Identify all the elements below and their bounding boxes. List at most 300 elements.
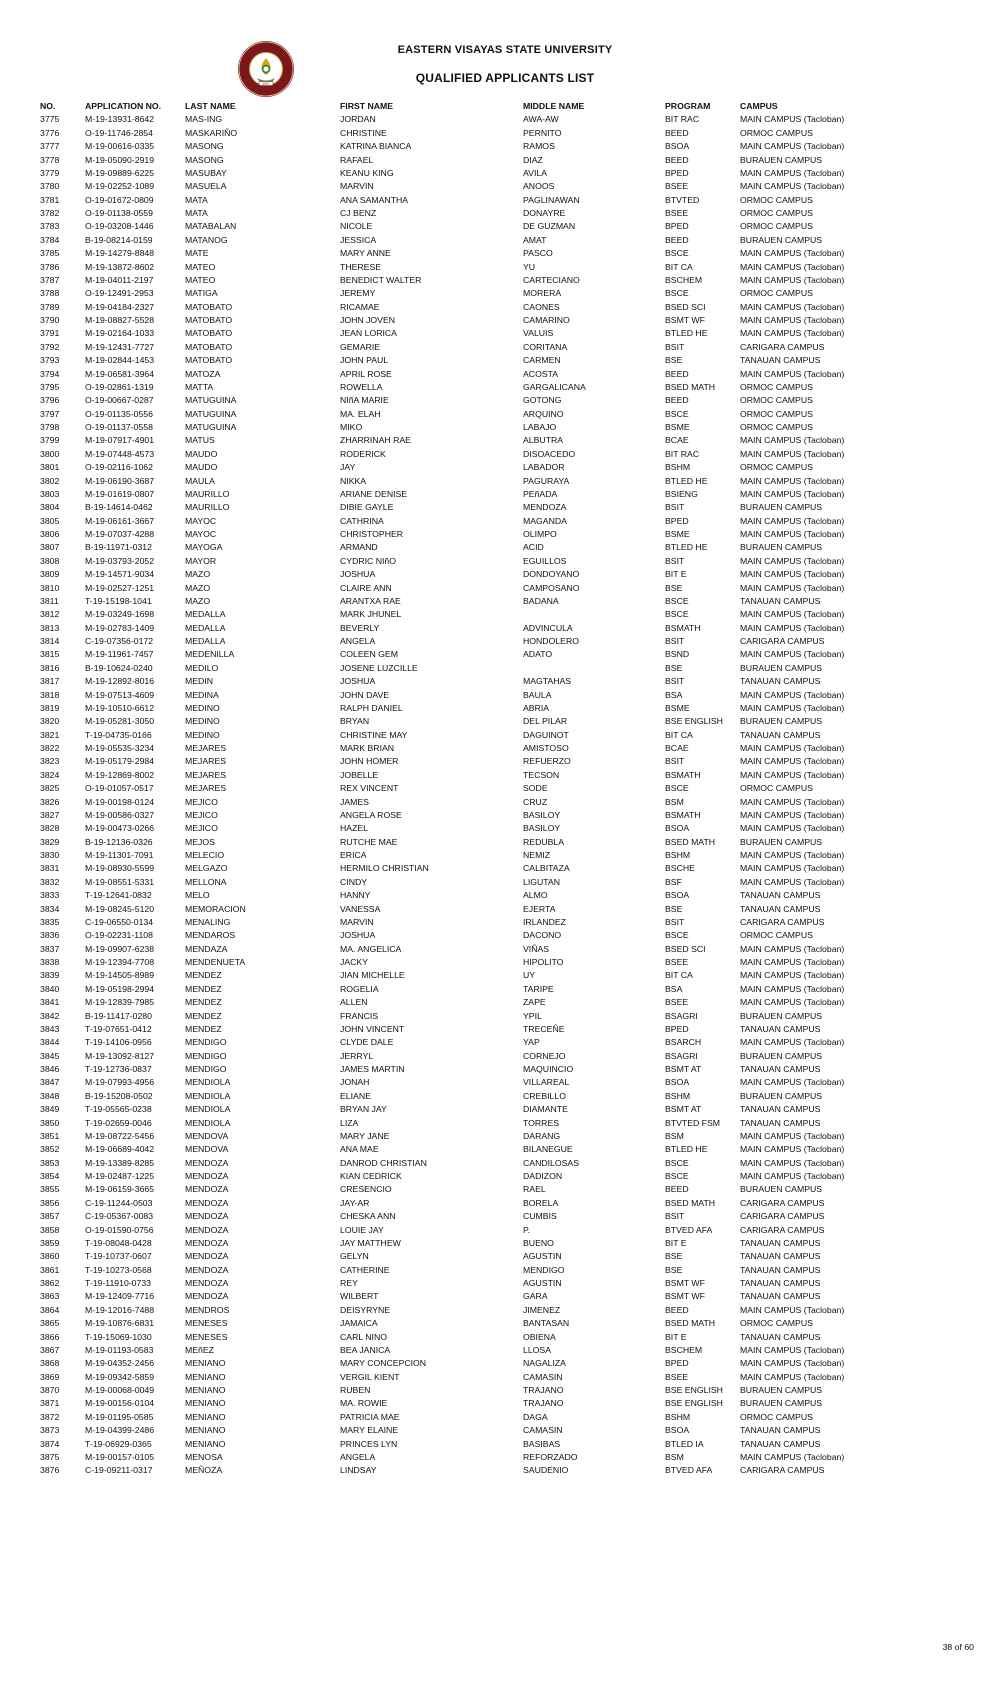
cell-program: BPED (665, 1358, 689, 1369)
cell-first-name: MA. ROWIE (340, 1398, 388, 1409)
table-row (40, 622, 965, 635)
cell-program: BSEE (665, 997, 689, 1008)
cell-middle-name: EGUILLOS (523, 555, 567, 566)
cell-application-no: M-19-08827-5528 (85, 315, 155, 325)
cell-application-no: M-19-01193-0583 (85, 1344, 154, 1355)
table-row (40, 555, 965, 568)
cell-no: 3813 (40, 622, 60, 633)
cell-program: BEED (665, 127, 689, 138)
cell-application-no: O-19-01138-0559 (85, 208, 153, 218)
cell-first-name: KIAN CEDRICK (340, 1171, 402, 1181)
cell-last-name: MENIANO (185, 1425, 226, 1436)
cell-last-name: MENDEZ (185, 1010, 222, 1021)
cell-campus: ORMOC CAMPUS (740, 395, 813, 406)
cell-no: 3780 (40, 181, 60, 192)
table-row (40, 729, 965, 742)
cell-program: BEED (665, 1184, 689, 1195)
cell-campus: BURAUEN CAMPUS (740, 836, 823, 847)
cell-last-name: MENIANO (185, 1371, 226, 1382)
cell-application-no: M-19-08245-5120 (85, 903, 155, 914)
cell-application-no: T-19-06929-0365 (85, 1438, 152, 1449)
cell-first-name: CHRISTOPHER (340, 529, 404, 539)
applicants-table-body (40, 113, 965, 1477)
cell-middle-name: CARTECIANO (523, 274, 580, 285)
cell-application-no: M-19-08722-5456 (85, 1130, 155, 1141)
cell-campus: ORMOC CAMPUS (740, 783, 813, 794)
cell-first-name: GEMARIE (340, 341, 381, 352)
cell-program: BSME (665, 702, 690, 713)
cell-campus: ORMOC CAMPUS (740, 381, 813, 392)
cell-campus: MAIN CAMPUS (Tacloban) (740, 1037, 845, 1048)
cell-no: 3807 (40, 542, 60, 553)
cell-no: 3814 (40, 636, 60, 646)
cell-first-name: ANA SAMANTHA (340, 194, 409, 205)
cell-last-name: MENDOVA (185, 1130, 229, 1141)
cell-campus: BURAUEN CAMPUS (740, 1010, 823, 1021)
cell-application-no: M-19-09342-5859 (85, 1371, 155, 1382)
cell-application-no: C-19-11244-0503 (85, 1197, 153, 1208)
table-row (40, 1451, 965, 1464)
cell-middle-name: AGUSTIN (523, 1251, 562, 1262)
table-row (40, 381, 965, 394)
cell-last-name: MEJOS (185, 836, 215, 847)
cell-first-name: NIñA MARIE (340, 395, 389, 406)
cell-program: BSM (665, 1451, 684, 1462)
table-row (40, 1384, 965, 1397)
cell-middle-name: CORNEJO (523, 1050, 566, 1061)
table-row (40, 327, 965, 340)
cell-first-name: ARANTXA RAE (340, 595, 401, 606)
cell-application-no: M-19-10876-6831 (85, 1318, 155, 1329)
cell-last-name: MENIANO (185, 1398, 226, 1409)
cell-no: 3833 (40, 890, 60, 901)
cell-no: 3852 (40, 1144, 60, 1155)
cell-program: BSME (665, 529, 690, 539)
cell-middle-name: DADIZON (523, 1171, 563, 1181)
cell-no: 3819 (40, 702, 60, 713)
cell-first-name: NICOLE (340, 221, 373, 232)
cell-last-name: MASONG (185, 154, 224, 165)
cell-middle-name: CUMBIS (523, 1211, 557, 1222)
cell-middle-name: PAGLINAWAN (523, 194, 580, 205)
cell-program: BSE ENGLISH (665, 716, 723, 727)
cell-first-name: NIKKA (340, 475, 367, 486)
cell-first-name: JERRYL (340, 1050, 374, 1061)
cell-campus: MAIN CAMPUS (Tacloban) (740, 1077, 845, 1088)
cell-campus: MAIN CAMPUS (Tacloban) (740, 702, 845, 713)
cell-program: BSOA (665, 141, 690, 152)
cell-middle-name: BUENO (523, 1237, 554, 1248)
table-row (40, 943, 965, 956)
cell-middle-name: TRAJANO (523, 1398, 564, 1409)
cell-first-name: MIKO (340, 422, 363, 432)
cell-program: BSOA (665, 890, 690, 901)
cell-no: 3783 (40, 221, 60, 232)
cell-campus: MAIN CAMPUS (Tacloban) (740, 1358, 845, 1369)
cell-last-name: MATOBATO (185, 341, 233, 352)
cell-no: 3828 (40, 823, 60, 834)
cell-first-name: MARY JANE (340, 1130, 390, 1141)
cell-application-no: M-19-07448-4573 (85, 448, 155, 459)
table-row (40, 969, 965, 982)
cell-middle-name: CAMASIN (523, 1371, 563, 1382)
table-row (40, 1371, 965, 1384)
cell-program: BSIT (665, 502, 685, 513)
cell-last-name: MEDINO (185, 729, 220, 740)
cell-no: 3870 (40, 1385, 60, 1395)
cell-no: 3831 (40, 863, 60, 874)
cell-first-name: JOHN HOMER (340, 756, 399, 767)
cell-middle-name: MENDIGO (523, 1264, 565, 1275)
cell-campus: BURAUEN CAMPUS (740, 662, 823, 673)
cell-first-name: HERMILO CHRISTIAN (340, 863, 429, 874)
cell-campus: MAIN CAMPUS (Tacloban) (740, 689, 845, 700)
cell-program: BTLED HE (665, 475, 708, 486)
cell-program: BSCE (665, 609, 689, 620)
cell-middle-name: DACONO (523, 930, 562, 941)
column-header-no: NO. (40, 101, 56, 111)
cell-application-no: M-19-04184-2327 (85, 301, 155, 312)
cell-last-name: MENOSA (185, 1451, 223, 1462)
cell-no: 3806 (40, 529, 60, 539)
cell-program: BSCE (665, 783, 689, 794)
cell-no: 3847 (40, 1077, 60, 1088)
cell-campus: ORMOC CAMPUS (740, 288, 813, 299)
cell-first-name: BRYAN (340, 716, 370, 727)
table-row (40, 1397, 965, 1410)
cell-campus: TANAUAN CAMPUS (740, 729, 821, 740)
cell-application-no: O-19-01590-0756 (85, 1224, 154, 1235)
cell-first-name: DANROD CHRISTIAN (340, 1157, 427, 1168)
cell-program: BSMATH (665, 809, 701, 820)
table-row (40, 394, 965, 407)
cell-campus: TANAUAN CAMPUS (740, 1117, 821, 1128)
table-row (40, 1331, 965, 1344)
cell-program: BSM (665, 1130, 684, 1141)
cell-campus: MAIN CAMPUS (Tacloban) (740, 368, 845, 379)
cell-program: BSAGRI (665, 1010, 698, 1021)
cell-first-name: ROWELLA (340, 381, 383, 392)
cell-campus: BURAUEN CAMPUS (740, 1385, 823, 1395)
cell-middle-name: DEL PILAR (523, 716, 568, 727)
cell-middle-name: BANTASAN (523, 1318, 570, 1329)
cell-middle-name: LIGUTAN (523, 876, 561, 887)
cell-program: BSMT AT (665, 1064, 702, 1074)
cell-no: 3789 (40, 301, 60, 312)
cell-first-name: CATHRINA (340, 515, 384, 526)
cell-middle-name: MAGANDA (523, 515, 567, 526)
cell-program: BSMATH (665, 622, 701, 633)
cell-no: 3782 (40, 208, 60, 218)
cell-last-name: MAZO (185, 595, 211, 606)
cell-program: BSHM (665, 1090, 691, 1101)
cell-first-name: RAFAEL (340, 154, 374, 165)
cell-last-name: MENDOVA (185, 1144, 229, 1155)
cell-no: 3868 (40, 1358, 60, 1369)
cell-campus: MAIN CAMPUS (Tacloban) (740, 569, 845, 580)
cell-application-no: M-19-06581-3964 (85, 368, 155, 379)
cell-no: 3804 (40, 502, 60, 513)
cell-campus: MAIN CAMPUS (Tacloban) (740, 622, 845, 633)
cell-campus: MAIN CAMPUS (Tacloban) (740, 248, 845, 259)
cell-application-no: M-19-12394-7708 (85, 957, 155, 967)
cell-first-name: COLEEN GEM (340, 649, 398, 660)
university-name: EASTERN VISAYAS STATE UNIVERSITY (397, 44, 613, 56)
cell-middle-name: YU (523, 261, 536, 272)
cell-program: BSE (665, 1264, 683, 1275)
table-row (40, 1224, 965, 1237)
table-row (40, 274, 965, 287)
cell-campus: MAIN CAMPUS (Tacloban) (740, 609, 845, 620)
cell-middle-name: HONDOLERO (523, 636, 579, 646)
cell-middle-name: YAP (523, 1037, 540, 1048)
cell-program: BSCE (665, 288, 689, 299)
cell-middle-name: CRUZ (523, 796, 548, 807)
cell-campus: CARIGARA CAMPUS (740, 1197, 825, 1208)
cell-last-name: MEDALLA (185, 622, 226, 633)
cell-no: 3862 (40, 1278, 60, 1288)
cell-application-no: M-19-07037-4288 (85, 529, 155, 539)
cell-no: 3796 (40, 395, 60, 406)
cell-middle-name: ABRIA (523, 702, 550, 713)
cell-first-name: JOHN PAUL (340, 355, 389, 366)
cell-application-no: M-19-00616-0335 (85, 141, 155, 152)
cell-campus: CARIGARA CAMPUS (740, 636, 825, 646)
cell-middle-name: VILLAREAL (523, 1077, 570, 1088)
cell-last-name: MENDOZA (185, 1224, 229, 1235)
cell-middle-name: AMAT (523, 234, 547, 245)
cell-middle-name: DIAMANTE (523, 1104, 568, 1115)
page-title: QUALIFIED APPLICANTS LIST (415, 71, 595, 85)
cell-no: 3834 (40, 903, 60, 914)
cell-application-no: B-19-12136-0326 (85, 836, 153, 847)
cell-first-name: RICAMAE (340, 301, 380, 312)
cell-last-name: MAURILLO (185, 488, 230, 499)
cell-last-name: MAULA (185, 475, 215, 486)
cell-last-name: MENIANO (185, 1411, 226, 1422)
cell-program: BPED (665, 515, 689, 526)
cell-first-name: APRIL ROSE (340, 368, 392, 379)
cell-campus: ORMOC CAMPUS (740, 462, 813, 473)
cell-no: 3802 (40, 475, 60, 486)
cell-first-name: ANGELA (340, 1451, 376, 1462)
cell-application-no: B-19-14614-0462 (85, 502, 153, 513)
table-row (40, 234, 965, 247)
cell-application-no: M-19-12016-7488 (85, 1304, 155, 1315)
cell-middle-name: ALMO (523, 890, 548, 901)
cell-middle-name: AMISTOSO (523, 743, 569, 753)
cell-first-name: BRYAN JAY (340, 1104, 387, 1115)
cell-application-no: M-19-12409-7716 (85, 1291, 155, 1302)
table-row (40, 1076, 965, 1089)
cell-campus: BURAUEN CAMPUS (740, 502, 823, 513)
cell-no: 3816 (40, 662, 60, 673)
cell-application-no: T-19-05565-0238 (85, 1104, 152, 1115)
cell-first-name: CRESENCIO (340, 1184, 392, 1195)
table-row (40, 769, 965, 782)
cell-first-name: VANESSA (340, 903, 381, 914)
cell-last-name: MATABALAN (185, 221, 237, 232)
cell-campus: MAIN CAMPUS (Tacloban) (740, 970, 845, 981)
cell-first-name: JEREMY (340, 288, 376, 299)
cell-no: 3872 (40, 1411, 60, 1422)
cell-program: BIT CA (665, 970, 693, 981)
cell-program: BTVED AFA (665, 1224, 713, 1235)
cell-last-name: MENDIGO (185, 1064, 227, 1074)
cell-no: 3866 (40, 1331, 60, 1342)
table-row (40, 568, 965, 581)
cell-program: BSE (665, 355, 683, 366)
cell-middle-name: TARIPE (523, 983, 554, 994)
cell-middle-name: MAGTAHAS (523, 676, 572, 687)
cell-last-name: MENIANO (185, 1358, 226, 1369)
cell-first-name: JOSHUA (340, 569, 376, 580)
cell-program: BSED MATH (665, 836, 716, 847)
cell-campus: MAIN CAMPUS (Tacloban) (740, 315, 845, 325)
cell-no: 3837 (40, 943, 60, 954)
cell-middle-name: GOTONG (523, 395, 562, 406)
cell-program: BSED MATH (665, 1318, 716, 1329)
cell-program: BCAE (665, 743, 689, 753)
table-row (40, 689, 965, 702)
table-row (40, 354, 965, 367)
cell-no: 3786 (40, 261, 60, 272)
table-row (40, 876, 965, 889)
cell-no: 3840 (40, 983, 60, 994)
cell-application-no: M-19-13092-8127 (85, 1050, 155, 1061)
cell-first-name: CINDY (340, 876, 368, 887)
table-row (40, 1023, 965, 1036)
table-row (40, 408, 965, 421)
cell-program: BEED (665, 368, 689, 379)
cell-last-name: MENDEZ (185, 970, 222, 981)
cell-last-name: MEMORACION (185, 903, 246, 914)
cell-no: 3829 (40, 836, 60, 847)
cell-program: BSCHEM (665, 1344, 703, 1355)
cell-first-name: CLYDE DALE (340, 1037, 394, 1048)
cell-middle-name: BILANEGUE (523, 1144, 573, 1155)
cell-middle-name: PASCO (523, 248, 553, 259)
table-row (40, 582, 965, 595)
cell-first-name: MARY ANNE (340, 248, 391, 259)
cell-application-no: M-19-12892-8016 (85, 676, 155, 687)
table-row (40, 1103, 965, 1116)
cell-no: 3867 (40, 1344, 60, 1355)
cell-program: BSED MATH (665, 381, 716, 392)
cell-last-name: MENDOZA (185, 1184, 229, 1195)
cell-no: 3863 (40, 1291, 60, 1302)
cell-middle-name: CALBITAZA (523, 863, 570, 874)
cell-campus: MAIN CAMPUS (Tacloban) (740, 863, 845, 874)
cell-no: 3843 (40, 1023, 60, 1034)
cell-program: BSIENG (665, 488, 698, 499)
cell-middle-name: DAGUINOT (523, 729, 569, 740)
cell-last-name: MATIGA (185, 288, 218, 299)
page-number: 38 of 60 (942, 1642, 974, 1652)
cell-program: BIT E (665, 569, 687, 580)
cell-program: BSMT WF (665, 1278, 705, 1288)
cell-last-name: MENDOZA (185, 1291, 229, 1302)
cell-first-name: JOSHUA (340, 930, 376, 941)
cell-program: BSHM (665, 1411, 691, 1422)
table-row (40, 796, 965, 809)
cell-last-name: MEDINO (185, 702, 220, 713)
cell-first-name: ANA MAE (340, 1144, 379, 1155)
cell-application-no: M-19-00586-0327 (85, 809, 155, 820)
cell-middle-name: YPIL (523, 1010, 542, 1021)
cell-last-name: MENDEZ (185, 997, 222, 1008)
cell-last-name: MASKARIÑO (185, 127, 238, 138)
cell-campus: MAIN CAMPUS (Tacloban) (740, 1344, 845, 1355)
cell-application-no: M-19-00473-0266 (85, 823, 155, 834)
cell-campus: BURAUEN CAMPUS (740, 1090, 823, 1101)
cell-no: 3849 (40, 1104, 60, 1115)
cell-program: BSE (665, 1251, 683, 1262)
cell-program: BSF (665, 876, 682, 887)
cell-last-name: MENDIOLA (185, 1117, 231, 1128)
cell-program: BSCE (665, 1157, 689, 1168)
cell-program: BSIT (665, 636, 685, 646)
cell-campus: ORMOC CAMPUS (740, 1318, 813, 1329)
cell-program: BSND (665, 649, 690, 660)
cell-last-name: MENDIGO (185, 1050, 227, 1061)
cell-program: BIT E (665, 1237, 687, 1248)
cell-campus: TANAUAN CAMPUS (740, 1438, 821, 1449)
cell-application-no: M-19-08551-5331 (85, 876, 155, 887)
cell-last-name: MATOBATO (185, 328, 233, 339)
cell-first-name: THERESE (340, 261, 382, 272)
cell-no: 3860 (40, 1251, 60, 1262)
table-row (40, 261, 965, 274)
cell-no: 3842 (40, 1010, 60, 1021)
cell-middle-name: LABADOR (523, 462, 565, 473)
cell-no: 3839 (40, 970, 60, 981)
cell-first-name: CHRISTINE MAY (340, 729, 408, 740)
cell-campus: TANAUAN CAMPUS (740, 1237, 821, 1248)
table-row (40, 421, 965, 434)
cell-application-no: T-19-04735-0166 (85, 729, 152, 740)
table-row (40, 1210, 965, 1223)
cell-application-no: T-19-12736-0837 (85, 1064, 152, 1074)
cell-program: BSMT WF (665, 1291, 705, 1302)
cell-last-name: MASUELA (185, 181, 227, 192)
cell-program: BSCE (665, 248, 689, 259)
cell-campus: BURAUEN CAMPUS (740, 1050, 823, 1061)
cell-program: BIT RAC (665, 448, 700, 459)
cell-first-name: LOUIE JAY (340, 1224, 384, 1235)
cell-first-name: LINDSAY (340, 1465, 377, 1476)
cell-first-name: MA. ANGELICA (340, 943, 402, 954)
cell-no: 3827 (40, 809, 60, 820)
table-row (40, 1157, 965, 1170)
cell-program: BSE (665, 903, 683, 914)
cell-campus: BURAUEN CAMPUS (740, 1398, 823, 1409)
cell-no: 3792 (40, 341, 60, 352)
cell-no: 3874 (40, 1438, 60, 1449)
cell-no: 3871 (40, 1398, 60, 1409)
table-row (40, 1197, 965, 1210)
table-row (40, 983, 965, 996)
cell-campus: BURAUEN CAMPUS (740, 154, 823, 165)
cell-middle-name: MORERA (523, 288, 562, 299)
table-row (40, 448, 965, 461)
cell-program: BSMT WF (665, 315, 705, 325)
cell-middle-name: LLOSA (523, 1344, 552, 1355)
cell-application-no: M-19-12839-7985 (85, 997, 155, 1008)
table-row (40, 742, 965, 755)
cell-campus: MAIN CAMPUS (Tacloban) (740, 448, 845, 459)
cell-application-no: C-19-09211-0317 (85, 1465, 153, 1476)
